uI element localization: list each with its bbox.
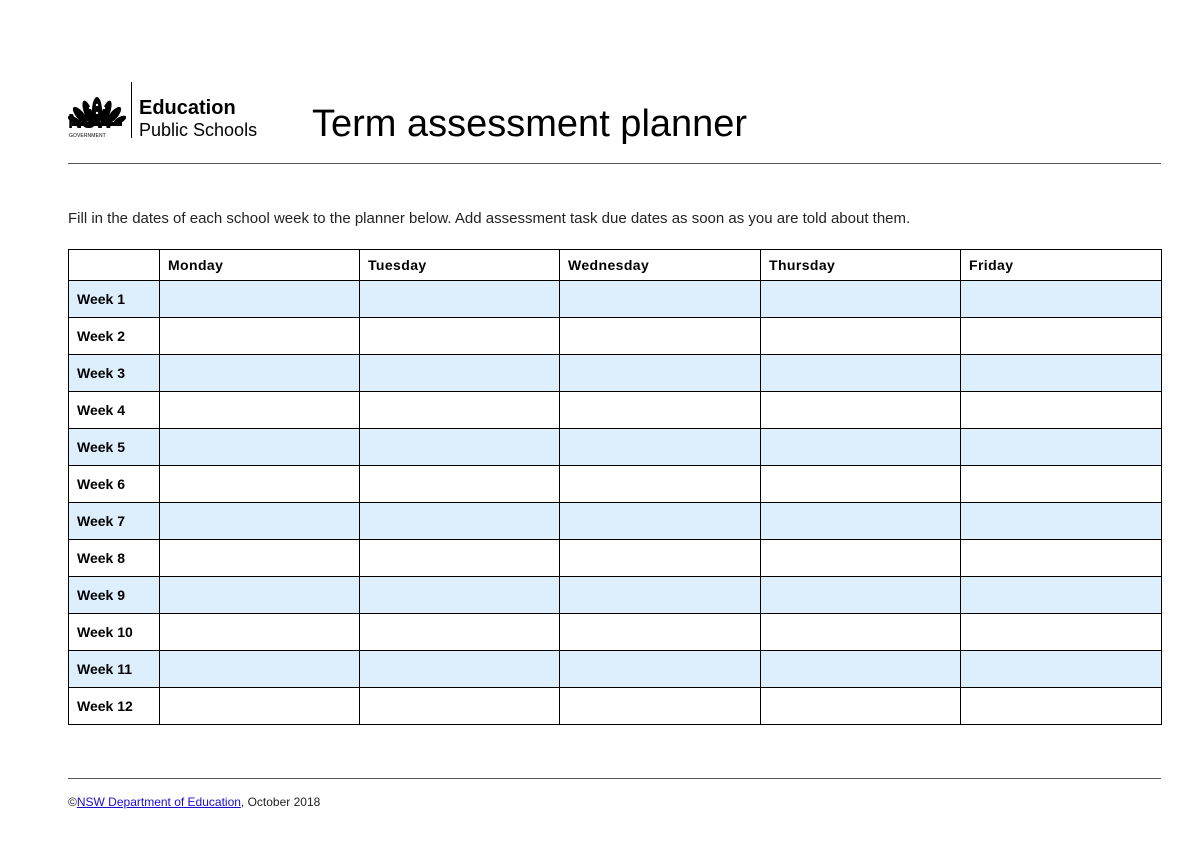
planner-cell[interactable] xyxy=(360,651,560,688)
department-link[interactable]: NSW Department of Education xyxy=(76,795,241,809)
week-label: Week 3 xyxy=(69,355,160,392)
column-header: Wednesday xyxy=(560,250,761,281)
planner-cell[interactable] xyxy=(961,318,1162,355)
week-label: Week 6 xyxy=(69,466,160,503)
week-label: Week 8 xyxy=(69,540,160,577)
planner-cell[interactable] xyxy=(961,540,1162,577)
table-header-row xyxy=(69,250,1162,281)
logo-education-text: Education xyxy=(139,97,236,119)
logo-government-text: GOVERNMENT xyxy=(69,133,106,139)
copyright-symbol: © xyxy=(68,795,77,809)
planner-cell[interactable] xyxy=(761,355,961,392)
table-row xyxy=(69,577,1162,614)
week-label: Week 11 xyxy=(69,651,160,688)
planner-body xyxy=(69,281,1162,725)
planner-cell[interactable] xyxy=(560,466,761,503)
page-header xyxy=(68,76,1161,164)
planner-cell[interactable] xyxy=(560,503,761,540)
week-label: Week 12 xyxy=(69,688,160,725)
planner-cell[interactable] xyxy=(761,688,961,725)
header-divider xyxy=(68,163,1161,164)
planner-cell[interactable] xyxy=(560,540,761,577)
planner-cell[interactable] xyxy=(761,429,961,466)
table-row xyxy=(69,392,1162,429)
table-row xyxy=(69,318,1162,355)
instructions-text: Fill in the dates of each school week to the planner below. Add assessment task due dates as soon as you are told about them. xyxy=(68,210,911,227)
planner-cell[interactable] xyxy=(160,651,360,688)
week-label: Week 2 xyxy=(69,318,160,355)
planner-cell[interactable] xyxy=(160,281,360,318)
planner-cell[interactable] xyxy=(160,577,360,614)
table-row xyxy=(69,466,1162,503)
planner-cell[interactable] xyxy=(360,429,560,466)
planner-cell[interactable] xyxy=(160,355,360,392)
assessment-planner-table xyxy=(68,249,1162,725)
planner-cell[interactable] xyxy=(360,614,560,651)
week-label: Week 7 xyxy=(69,503,160,540)
planner-cell[interactable] xyxy=(761,466,961,503)
planner-cell[interactable] xyxy=(761,651,961,688)
planner-cell[interactable] xyxy=(560,651,761,688)
planner-cell[interactable] xyxy=(160,540,360,577)
planner-cell[interactable] xyxy=(160,503,360,540)
planner-cell[interactable] xyxy=(360,540,560,577)
planner-cell[interactable] xyxy=(961,281,1162,318)
table-row xyxy=(69,688,1162,725)
week-label: Week 1 xyxy=(69,281,160,318)
planner-cell[interactable] xyxy=(961,688,1162,725)
planner-cell[interactable] xyxy=(360,466,560,503)
column-header: Monday xyxy=(160,250,360,281)
planner-cell[interactable] xyxy=(160,614,360,651)
column-header: Tuesday xyxy=(360,250,560,281)
planner-cell[interactable] xyxy=(360,355,560,392)
corner-header-cell xyxy=(69,250,160,281)
footer xyxy=(68,794,320,810)
planner-cell[interactable] xyxy=(360,577,560,614)
table-row xyxy=(69,355,1162,392)
footer-divider xyxy=(68,778,1161,779)
planner-cell[interactable] xyxy=(761,281,961,318)
week-label: Week 9 xyxy=(69,577,160,614)
planner-cell[interactable] xyxy=(961,392,1162,429)
planner-cell[interactable] xyxy=(560,318,761,355)
planner-cell[interactable] xyxy=(560,281,761,318)
planner-cell[interactable] xyxy=(961,429,1162,466)
planner-cell[interactable] xyxy=(360,318,560,355)
planner-cell[interactable] xyxy=(961,651,1162,688)
planner-cell[interactable] xyxy=(761,318,961,355)
planner-cell[interactable] xyxy=(360,688,560,725)
planner-cell[interactable] xyxy=(761,614,961,651)
planner-cell[interactable] xyxy=(560,577,761,614)
planner-cell[interactable] xyxy=(961,614,1162,651)
page-title: Term assessment planner xyxy=(312,103,748,145)
planner-cell[interactable] xyxy=(160,688,360,725)
planner-cell[interactable] xyxy=(761,540,961,577)
footer-date-text: , October 2018 xyxy=(240,795,321,809)
planner-cell[interactable] xyxy=(961,466,1162,503)
week-label: Week 4 xyxy=(69,392,160,429)
planner-cell[interactable] xyxy=(761,503,961,540)
column-header: Friday xyxy=(961,250,1162,281)
planner-cell[interactable] xyxy=(961,577,1162,614)
table-row xyxy=(69,281,1162,318)
week-label: Week 10 xyxy=(69,614,160,651)
planner-cell[interactable] xyxy=(360,281,560,318)
table-row xyxy=(69,503,1162,540)
planner-cell[interactable] xyxy=(961,503,1162,540)
planner-cell[interactable] xyxy=(160,318,360,355)
table-row xyxy=(69,540,1162,577)
logo-divider xyxy=(131,82,132,138)
planner-cell[interactable] xyxy=(360,392,560,429)
planner-cell[interactable] xyxy=(160,429,360,466)
table-row xyxy=(69,429,1162,466)
week-label: Week 5 xyxy=(69,429,160,466)
table-row xyxy=(69,651,1162,688)
planner-cell[interactable] xyxy=(160,466,360,503)
logo-public-schools-text: Public Schools xyxy=(139,120,258,140)
planner-cell[interactable] xyxy=(560,688,761,725)
planner-cell[interactable] xyxy=(360,503,560,540)
nsw-education-logo[interactable] xyxy=(68,76,268,142)
planner-cell[interactable] xyxy=(761,392,961,429)
planner-cell[interactable] xyxy=(961,355,1162,392)
planner-cell[interactable] xyxy=(560,392,761,429)
planner-cell[interactable] xyxy=(560,614,761,651)
table-row xyxy=(69,614,1162,651)
planner-cell[interactable] xyxy=(160,392,360,429)
logo-nsw-text: NSW xyxy=(68,111,114,133)
planner-cell[interactable] xyxy=(761,577,961,614)
planner-cell[interactable] xyxy=(560,429,761,466)
planner-cell[interactable] xyxy=(560,355,761,392)
column-header: Thursday xyxy=(761,250,961,281)
